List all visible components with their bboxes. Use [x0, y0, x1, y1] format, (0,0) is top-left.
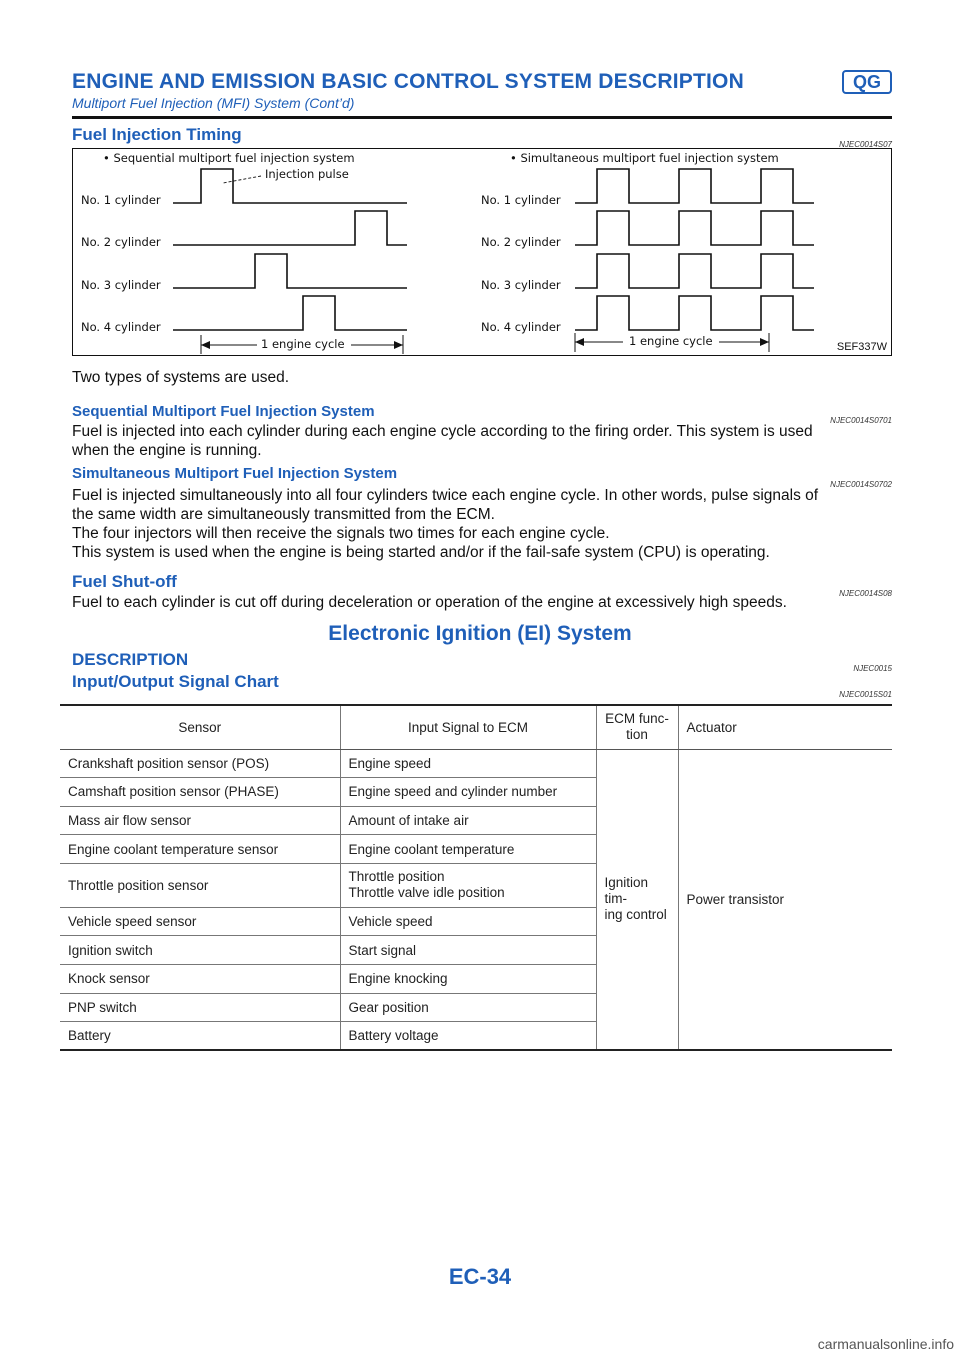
ecm-function-cell: Ignition tim- ing control	[596, 749, 678, 1050]
left-cyl1-label: No. 1 cylinder	[81, 193, 161, 207]
table-header-row	[60, 705, 892, 749]
fuel-shutoff-text: Fuel to each cylinder is cut off during deceleration or operation of the engine at excessively high speeds.	[72, 594, 787, 611]
col-ecm-function-header: ECM func- tion	[596, 705, 678, 749]
fuel-shutoff-code: NJEC0014S08	[839, 589, 892, 598]
left-cyl2-label: No. 2 cylinder	[81, 235, 161, 249]
right-cyl2-waveform	[575, 211, 814, 245]
left-cycle-arrow-end	[394, 341, 403, 349]
col-sensor-header: Sensor	[60, 705, 340, 749]
sensor-cell: Knock sensor	[60, 965, 340, 994]
right-diagram-title: • Simultaneous multiport fuel injection system	[510, 151, 779, 165]
signal-cell: Gear position	[340, 993, 596, 1022]
section-title: ENGINE AND EMISSION BASIC CONTROL SYSTEM DESCRIPTION	[72, 70, 744, 93]
fuel-injection-timing-heading: Fuel Injection Timing	[72, 125, 242, 144]
fuel-shutoff-heading: Fuel Shut-off	[72, 572, 177, 591]
right-cyl2-label: No. 2 cylinder	[481, 235, 561, 249]
sequential-line-1: Fuel is injected into each cylinder during each engine cycle according to the firing order. This system is used	[72, 423, 813, 440]
sensor-cell: Camshaft position sensor (PHASE)	[60, 778, 340, 807]
left-cyl2-waveform	[173, 211, 407, 245]
sensor-cell: Mass air flow sensor	[60, 806, 340, 835]
simultaneous-line-4: This system is used when the engine is being started and/or if the fail-safe system (CPU) is operating.	[72, 544, 770, 561]
page-number: EC-34	[448, 1264, 512, 1289]
signal-cell: Engine speed	[340, 749, 596, 778]
right-cyl4-waveform	[575, 296, 814, 330]
sensor-cell: Ignition switch	[60, 936, 340, 965]
signal-cell: Start signal	[340, 936, 596, 965]
left-cyl3-waveform	[173, 254, 407, 288]
right-cycle-arrow-start	[575, 338, 584, 346]
timing-diagram-svg	[73, 149, 893, 357]
col-input-signal-header: Input Signal to ECM	[340, 705, 596, 749]
injection-timing-diagram	[72, 148, 892, 356]
right-cyl1-label: No. 1 cylinder	[481, 193, 561, 207]
watermark: carmanualsonline.info	[817, 1336, 954, 1352]
signal-cell: Engine knocking	[340, 965, 596, 994]
left-diagram-title: • Sequential multiport fuel injection system	[103, 151, 355, 165]
section-subtitle: Multiport Fuel Injection (MFI) System (Cont’d)	[72, 95, 355, 111]
sequential-line-2: when the engine is running.	[72, 442, 262, 459]
signal-cell: Engine coolant temperature	[340, 835, 596, 864]
right-cyl3-waveform	[575, 254, 814, 288]
description-code: NJEC0015	[853, 664, 892, 673]
table-row	[60, 749, 892, 778]
right-cyl1-waveform	[575, 169, 814, 203]
sensor-cell: Vehicle speed sensor	[60, 907, 340, 936]
left-cyl3-label: No. 3 cylinder	[81, 278, 161, 292]
right-cyl4-label: No. 4 cylinder	[481, 320, 561, 334]
left-cyl4-waveform	[173, 296, 407, 330]
simultaneous-line-2: the same width are simultaneously transmitted from the ECM.	[72, 506, 495, 523]
sequential-heading: Sequential Multiport Fuel Injection System	[72, 403, 375, 420]
sequential-code: NJEC0014S0701	[830, 416, 892, 425]
io-chart-code: NJEC0015S01	[839, 690, 892, 699]
intro-text: Two types of systems are used.	[72, 369, 290, 386]
right-cyl3-label: No. 3 cylinder	[481, 278, 561, 292]
actuator-cell: Power transistor	[678, 749, 892, 1050]
sensor-cell: Throttle position sensor	[60, 863, 340, 907]
injection-pulse-leader	[223, 176, 261, 183]
figure-code: SEF337W	[836, 341, 887, 353]
sensor-cell: PNP switch	[60, 993, 340, 1022]
io-signal-table	[60, 704, 892, 1051]
injection-pulse-label: Injection pulse	[265, 167, 349, 181]
sensor-cell: Engine coolant temperature sensor	[60, 835, 340, 864]
io-chart-heading: Input/Output Signal Chart	[72, 672, 279, 691]
col-actuator-header: Actuator	[678, 705, 892, 749]
left-cyl4-label: No. 4 cylinder	[81, 320, 161, 334]
ei-system-title: Electronic Ignition (EI) System	[328, 622, 632, 645]
signal-cell: Battery voltage	[340, 1022, 596, 1051]
fuel-injection-timing-code: NJEC0014S07	[839, 140, 892, 149]
signal-cell: Engine speed and cylinder number	[340, 778, 596, 807]
signal-cell: Throttle position Throttle valve idle position	[340, 863, 596, 907]
header-rule	[72, 116, 892, 119]
simultaneous-line-3: The four injectors will then receive the signals two times for each engine cycle.	[72, 525, 610, 542]
simultaneous-line-1: Fuel is injected simultaneously into all four cylinders twice each engine cycle. In other words, pulse signals of	[72, 487, 819, 504]
signal-cell: Amount of intake air	[340, 806, 596, 835]
simultaneous-code: NJEC0014S0702	[830, 480, 892, 489]
right-cycle-arrow-end	[760, 338, 769, 346]
sensor-cell: Crankshaft position sensor (POS)	[60, 749, 340, 778]
sensor-cell: Battery	[60, 1022, 340, 1051]
signal-cell: Vehicle speed	[340, 907, 596, 936]
engine-code-badge: QG	[842, 70, 892, 94]
left-cycle-label: 1 engine cycle	[261, 337, 345, 351]
description-heading: DESCRIPTION	[72, 650, 189, 669]
simultaneous-heading: Simultaneous Multiport Fuel Injection System	[72, 465, 398, 482]
left-cycle-arrow-start	[201, 341, 210, 349]
right-cycle-label: 1 engine cycle	[629, 334, 713, 348]
